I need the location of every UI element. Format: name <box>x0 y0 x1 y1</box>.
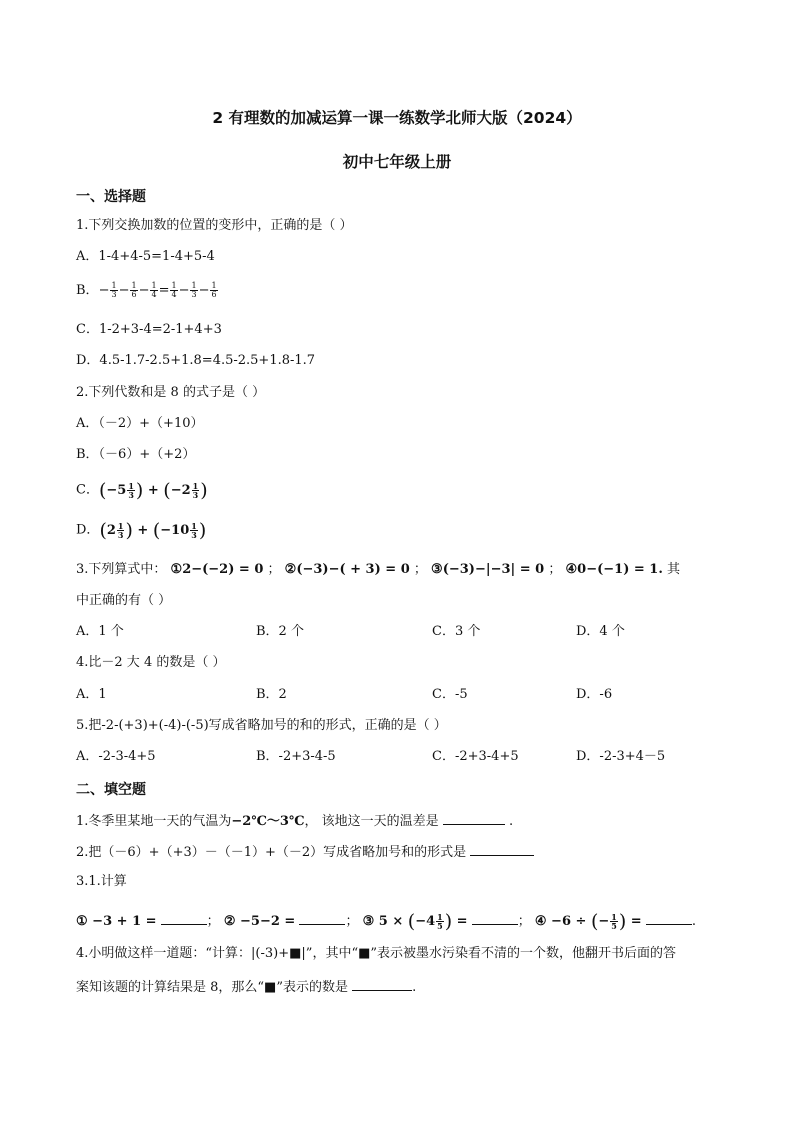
fill-q1-text: 1.冬季里某地一天的气温为 <box>76 814 232 829</box>
q2-option-d <box>76 521 206 540</box>
fill-q3-expr-4-text: ④ −6 ÷ <box>534 914 591 929</box>
q4-option-d: D．-6 <box>576 687 613 702</box>
q1-option-d: D．4.5-1.7-2.5+1.8=4.5-2.5+1.8-1.7 <box>76 353 316 368</box>
q3-expr-2: ②(−3)−( + 3) = 0 <box>284 562 410 577</box>
fill-q1-math: −2℃～3℃ <box>231 814 305 829</box>
fill-q3-blank-4[interactable] <box>646 910 692 925</box>
section-heading-choice: 一、选择题 <box>76 189 146 205</box>
fill-q3-sep-1: ； <box>206 914 220 929</box>
q3-option-d: D．4 个 <box>576 624 625 639</box>
q3-option-a: A．1 个 <box>76 624 124 639</box>
q4-option-b: B．2 <box>256 687 287 702</box>
page-subtitle: 初中七年级上册 <box>342 153 452 171</box>
q3-sep-1: ； <box>267 562 281 577</box>
q1-option-a: A．1-4+4-5=1-4+5-4 <box>76 249 215 264</box>
fill-q3-expr-2: ② −5−2 = <box>223 914 296 929</box>
fill-q4-line1: 4.小明做这样一道题：“计算：|(-3)+■|”，其中“■”表示被墨水污染看不清的一个数，他翻开书后面的答 <box>76 946 677 961</box>
fill-q3-blank-1[interactable] <box>161 910 207 925</box>
q2-option-c <box>76 481 208 500</box>
q3-stem-line2: 中正确的有（ ） <box>76 593 172 608</box>
section-heading-fill: 二、填空题 <box>76 782 146 798</box>
fill-q4-text: 案知该题的计算结果是 8，那么“■”表示的数是 <box>76 980 348 995</box>
fill-q3-expr-1: ① −3 + 1 = <box>76 914 157 929</box>
fill-q3-blank-2[interactable] <box>299 910 345 925</box>
q1-option-b <box>76 282 219 300</box>
q1-stem: 1.下列交换加数的位置的变形中，正确的是（ ） <box>76 218 353 233</box>
q4-option-a: A．1 <box>76 687 107 702</box>
fill-q4-answer-blank[interactable] <box>352 976 412 991</box>
q2-option-d-label: D． <box>76 522 100 538</box>
q1-option-b-label: B． <box>76 283 99 298</box>
q2-option-c-formula: (−5 $\frac{1}{3}$ ) + (−2 $\frac{1}{3}$ ) <box>98 479 208 501</box>
q5-stem: 5.把-2-(+3)+(-4)-(-5)写成省略加号的和的形式，正确的是（ ） <box>76 718 447 733</box>
fill-q1-text-2: ， 该地这一天的温差是 <box>304 814 439 829</box>
q3-expr-1: ①2−(−2) = 0 <box>170 562 264 577</box>
fill-q2 <box>76 841 534 862</box>
fill-q1-answer-blank[interactable] <box>443 810 505 825</box>
q5-option-a: A．-2-3-4+5 <box>76 749 156 764</box>
q2-option-c-label: C． <box>76 482 99 498</box>
q3-stem-start: 3.下列算式中： <box>76 562 167 577</box>
q5-option-c: C．-2+3-4+5 <box>432 749 519 764</box>
q3-stem-end: 其 <box>667 562 681 577</box>
q2-option-b: B．（－6）+（+2） <box>76 447 196 462</box>
fill-q4-end: . <box>412 980 417 995</box>
page-title: 2 有理数的加减运算一课一练数学北师大版（2024） <box>212 109 582 127</box>
q2-stem: 2.下列代数和是 8 的式子是（ ） <box>76 385 266 400</box>
q3-expr-3: ③(−3)−|−3| = 0 <box>431 562 545 577</box>
fill-q2-answer-blank[interactable] <box>470 841 534 856</box>
q4-stem: 4.比－2 大 4 的数是（ ） <box>76 655 226 670</box>
q2-option-d-formula: (2 $\frac{1}{3}$ ) + (−10 $\frac{1}{3}$ ) <box>99 519 207 541</box>
fill-q3-blank-3[interactable] <box>472 910 518 925</box>
q3-stem <box>76 561 680 579</box>
fill-q1 <box>76 810 513 831</box>
q5-option-b: B．-2+3-4-5 <box>256 749 336 764</box>
fill-q3-sep-2: ； <box>345 914 359 929</box>
fill-q3-end: . <box>691 914 696 929</box>
fill-q2-text: 2.把（－6）+（+3）－（－1）+（－2）写成省略加号和的形式是 <box>76 845 467 860</box>
fill-q3-stem: 3.1.计算 <box>76 874 127 889</box>
q4-option-c: C．-5 <box>432 687 468 702</box>
fill-q3-expr-4: ④ −6 ÷ (− $\frac{1}{5}$ ) = <box>534 910 642 933</box>
q3-expr-4: ④0−(−1) = 1. <box>565 562 663 577</box>
q1-option-c: C．1-2+3-4=2-1+4+3 <box>76 322 222 337</box>
q5-option-d: D．-2-3+4－5 <box>576 749 666 764</box>
fill-q3-expr-3: ③ 5 × (−4 $\frac{1}{5}$ ) = <box>362 910 468 933</box>
q3-sep-3: ； <box>548 562 562 577</box>
fill-q3-exprs <box>76 910 696 931</box>
q2-option-a: A．（－2）+（+10） <box>76 416 204 431</box>
q1-option-b-formula: − $\frac{1}{3}$ − $\frac{1}{6}$ − $\frac{1}{4}$ = $\frac{1}{4}$ − $\frac{1}{3}$ − $\frac{1}{6}$ <box>98 281 217 299</box>
fill-q1-end: . <box>508 814 514 829</box>
fill-q4-line2 <box>76 976 416 997</box>
q3-option-b: B．2 个 <box>256 624 304 639</box>
fill-q3-sep-3: ； <box>517 914 531 929</box>
q3-sep-2: ； <box>413 562 427 577</box>
fill-q3-expr-3-text: ③ 5 × <box>362 914 408 929</box>
q3-option-c: C．3 个 <box>432 624 481 639</box>
